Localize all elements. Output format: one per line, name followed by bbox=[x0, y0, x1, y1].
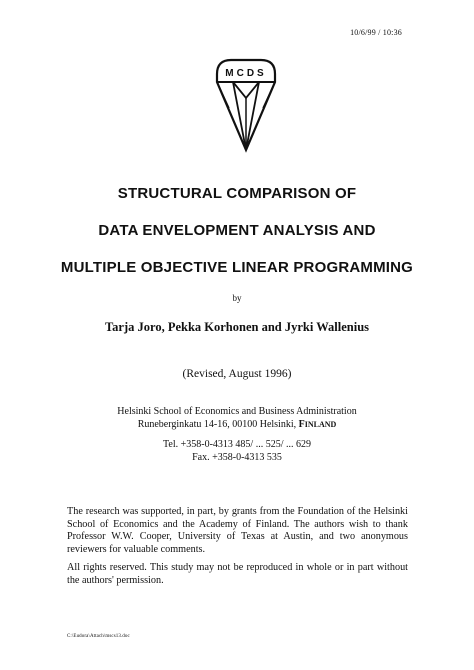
authors: Tarja Joro, Pekka Korhonen and Jyrki Wallenius bbox=[104, 320, 370, 334]
paper-title bbox=[0, 186, 474, 275]
affiliation bbox=[0, 405, 474, 431]
mcds-diamond-logo bbox=[203, 52, 289, 156]
affiliation-school: Helsinki School of Economics and Business Administration bbox=[117, 406, 357, 417]
contact-tel: Tel. +358-0-4313 485/ ... 525/ ... 629 bbox=[163, 439, 311, 450]
document-date: 10/6/99 / 10:36 bbox=[350, 28, 402, 37]
file-path-footer: C:\Eudora\Attach\mscs13.doc bbox=[67, 634, 130, 639]
affiliation-address bbox=[0, 418, 474, 431]
contact-fax: Fax. +358-0-4313 535 bbox=[192, 451, 282, 463]
title-line-1: STRUCTURAL COMPARISON OF bbox=[117, 185, 357, 202]
affiliation-country-first: F bbox=[298, 419, 305, 430]
revision-note: (Revised, August 1996) bbox=[182, 368, 292, 380]
byline: by bbox=[232, 293, 242, 303]
rights-paragraph: All rights reserved. This study may not be reproduced in whole or in part without the authors' permission. bbox=[67, 562, 408, 586]
acknowledgement-paragraph: The research was supported, in part, by grants from the Foundation of the Helsinki School of Economics and the Academy of Finland. The authors wish to thank Professor W.W. Cooper, University of Texas at Austin, and two anonymous reviewers for valuable comments. bbox=[67, 506, 408, 555]
logo-facet-side-right bbox=[263, 82, 275, 108]
contact-info bbox=[0, 439, 474, 464]
affiliation-address-prefix: Runeberginkatu 14-16, 00100 Helsinki, bbox=[137, 419, 299, 430]
logo-text: MCDS bbox=[225, 68, 267, 79]
logo-facet-side-left bbox=[217, 82, 229, 108]
title-line-3: MULTIPLE OBJECTIVE LINEAR PROGRAMMING bbox=[60, 259, 414, 276]
affiliation-country-rest: INLAND bbox=[304, 420, 337, 429]
title-line-2: DATA ENVELOPMENT ANALYSIS AND bbox=[98, 222, 376, 239]
logo-facet-center bbox=[233, 82, 259, 98]
